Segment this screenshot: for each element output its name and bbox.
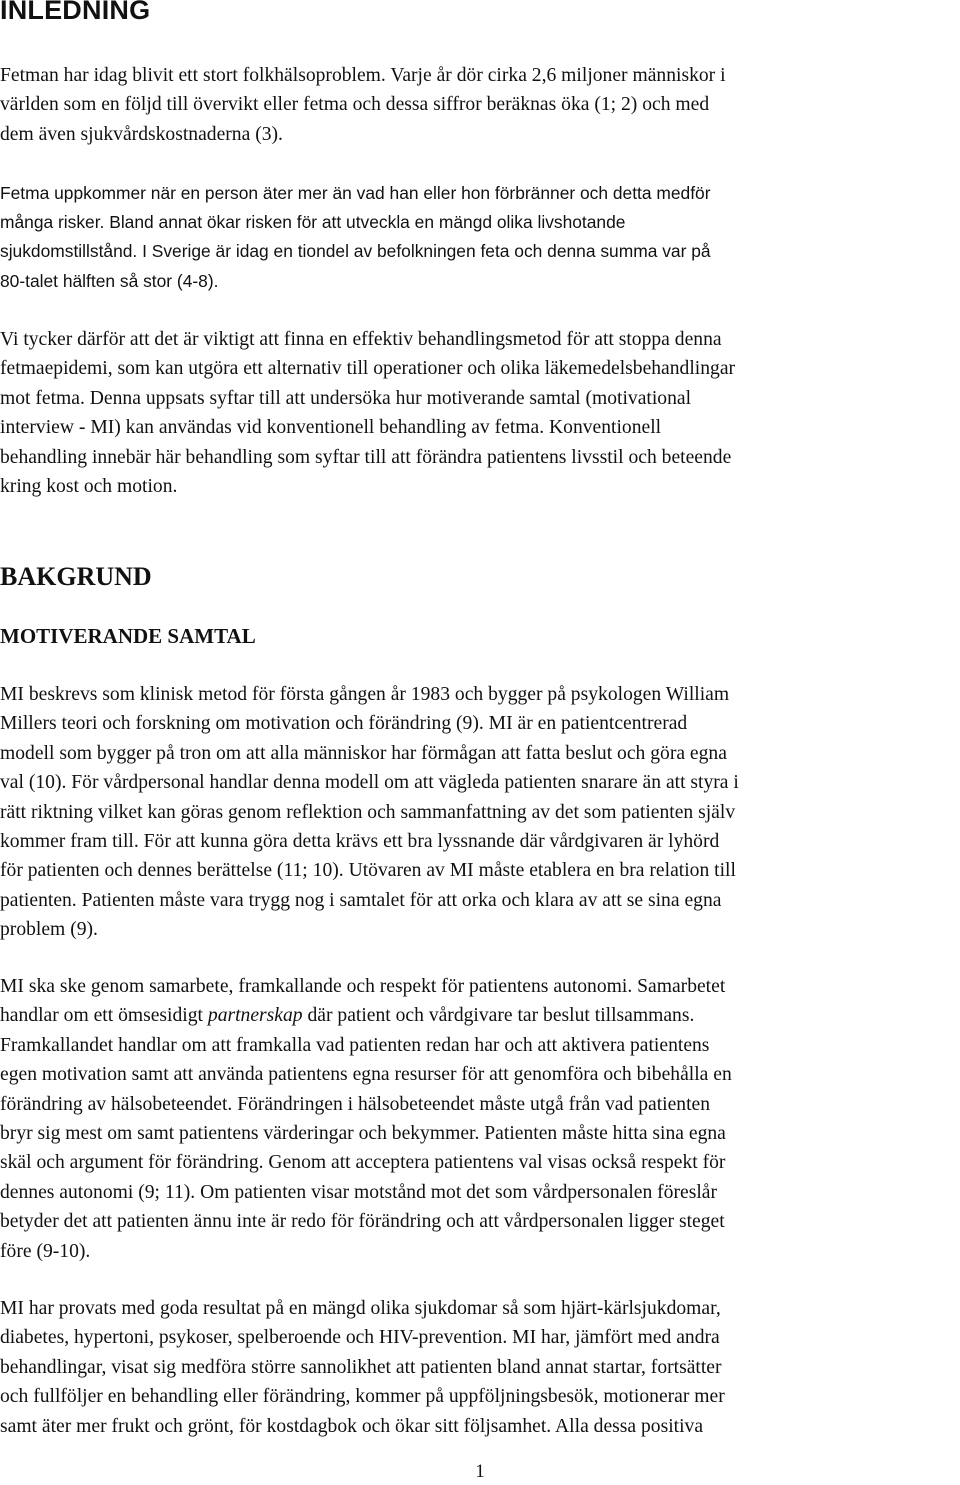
text-line: behandling innebär här behandling som syftar till att förändra patientens livsstil och beteende: [0, 446, 732, 468]
paragraph-intro: [0, 61, 958, 149]
text-line: dennes autonomi (9; 11). Om patienten visar motstånd mot det som vårdpersonalen föreslår: [0, 1181, 717, 1203]
text-line: val (10). För vårdpersonal handlar denna modell om att vägleda patienten snarare än att styra i: [0, 772, 739, 794]
text-line: mot fetma. Denna uppsats syftar till att undersöka hur motiverande samtal (motivational: [0, 387, 692, 409]
text-line: samt äter mer frukt och grönt, för kostdagbok och ökar sitt följsamhet. Alla dessa positiva: [0, 1415, 704, 1437]
text-line: Framkallandet handlar om att framkalla vad patienten redan har och att aktivera patientens: [0, 1034, 710, 1056]
paragraph-mi-principer: [0, 972, 958, 1266]
paragraph-mi-metod: [0, 680, 958, 945]
text-line: [0, 1001, 958, 1030]
text-line: Vi tycker därför att det är viktigt att finna en effektiv behandlingsmetod för att stoppa denna: [0, 329, 722, 350]
paragraph-fetma-orsak: [0, 179, 958, 296]
text-line: och fullföljer en behandling eller förändring, kommer på uppföljningsbesök, motionerar mer: [0, 1386, 725, 1408]
text-line: MI beskrevs som klinisk metod för första gången år 1983 och bygger på psykologen William: [0, 684, 730, 705]
text-line: världen som en följd till övervikt eller fetma och dessa siffror beräknas öka (1; 2) och med: [0, 94, 710, 116]
text-line: egen motivation samt att använda patientens egna resurser för att genomföra och bibehålla en: [0, 1064, 732, 1086]
text-line: behandlingar, visat sig medföra större sannolikhet att patienten bland annat startar, fortsätter: [0, 1356, 722, 1378]
text-line: problem (9).: [0, 919, 98, 941]
text-line: bryr sig mest om samt patientens värderingar och bekymmer. Patienten måste hitta sina egna: [0, 1123, 726, 1145]
text-line: många risker. Bland annat ökar risken för att utveckla en mängd olika livshotande: [0, 212, 626, 233]
text-line: kring kost och motion.: [0, 476, 178, 498]
text-line: för patienten och dennes berättelse (11; 10). Utövaren av MI måste etablera en bra relation till: [0, 860, 736, 882]
text-line: 80-talet hälften så stor (4-8).: [0, 270, 219, 291]
text-line: skäl och argument för förändring. Genom att acceptera patientens val visas också respekt för: [0, 1152, 726, 1174]
emphasis-partnerskap: partnerskap: [207, 1005, 303, 1027]
text-line: fetmaepidemi, som kan utgöra ett alternativ till operationer och olika läkemedelsbehandlingar: [0, 358, 736, 380]
text-line: sjukdomstillstånd. I Sverige är idag en tiondel av befolkningen feta och denna summa var på: [0, 241, 711, 262]
text-line: Fetman har idag blivit ett stort folkhälsoproblem. Varje år dör cirka 2,6 miljoner människor i: [0, 65, 726, 86]
text-line: dem även sjukvårdskostnaderna (3).: [0, 123, 283, 145]
text-segment: handlar om ett ömsesidigt: [0, 1005, 208, 1027]
text-segment: där patient och vårdgivare tar beslut tillsammans.: [302, 1005, 695, 1027]
text-line: förändring av hälsobeteendet. Förändringen i hälsobeteendet måste utgå från vad patienten: [0, 1093, 711, 1115]
text-line: Millers teori och forskning om motivation och förändring (9). MI är en patientcentrerad: [0, 713, 688, 735]
text-line: före (9-10).: [0, 1240, 91, 1262]
text-line: MI har provats med goda resultat på en mängd olika sjukdomar så som hjärt-kärlsjukdomar,: [0, 1298, 721, 1319]
text-line: rätt riktning vilket kan göras genom reflektion och sammanfattning av det som patienten själv: [0, 801, 736, 823]
text-line: patienten. Patienten måste vara trygg nog i samtalet för att orka och klara av att se sina egna: [0, 889, 722, 911]
paragraph-syfte: [0, 325, 958, 501]
page-number: 1: [475, 1461, 485, 1482]
text-line: betyder det att patienten ännu inte är redo för förändring och att vårdpersonalen ligger steget: [0, 1211, 725, 1233]
text-line: kommer fram till. För att kunna göra detta krävs ett bra lyssnande där vårdgivaren är lyhörd: [0, 831, 720, 853]
text-line: interview - MI) kan användas vid konventionell behandling av fetma. Konventionell: [0, 417, 662, 439]
heading-inledning: INLEDNING: [0, 0, 151, 25]
text-line: modell som bygger på tron om att alla människor har förmågan att fatta beslut och göra egna: [0, 742, 727, 764]
paragraph-mi-resultat: [0, 1294, 958, 1441]
text-line: diabetes, hypertoni, psykoser, spelberoende och HIV-prevention. MI har, jämfört med andra: [0, 1327, 720, 1349]
heading-bakgrund: BAKGRUND: [0, 562, 152, 591]
text-line: MI ska ske genom samarbete, framkallande och respekt för patientens autonomi. Samarbetet: [0, 976, 726, 997]
text-line: Fetma uppkommer när en person äter mer än vad han eller hon förbränner och detta medför: [0, 183, 711, 203]
heading-motiverande-samtal: MOTIVERANDE SAMTAL: [0, 624, 256, 648]
